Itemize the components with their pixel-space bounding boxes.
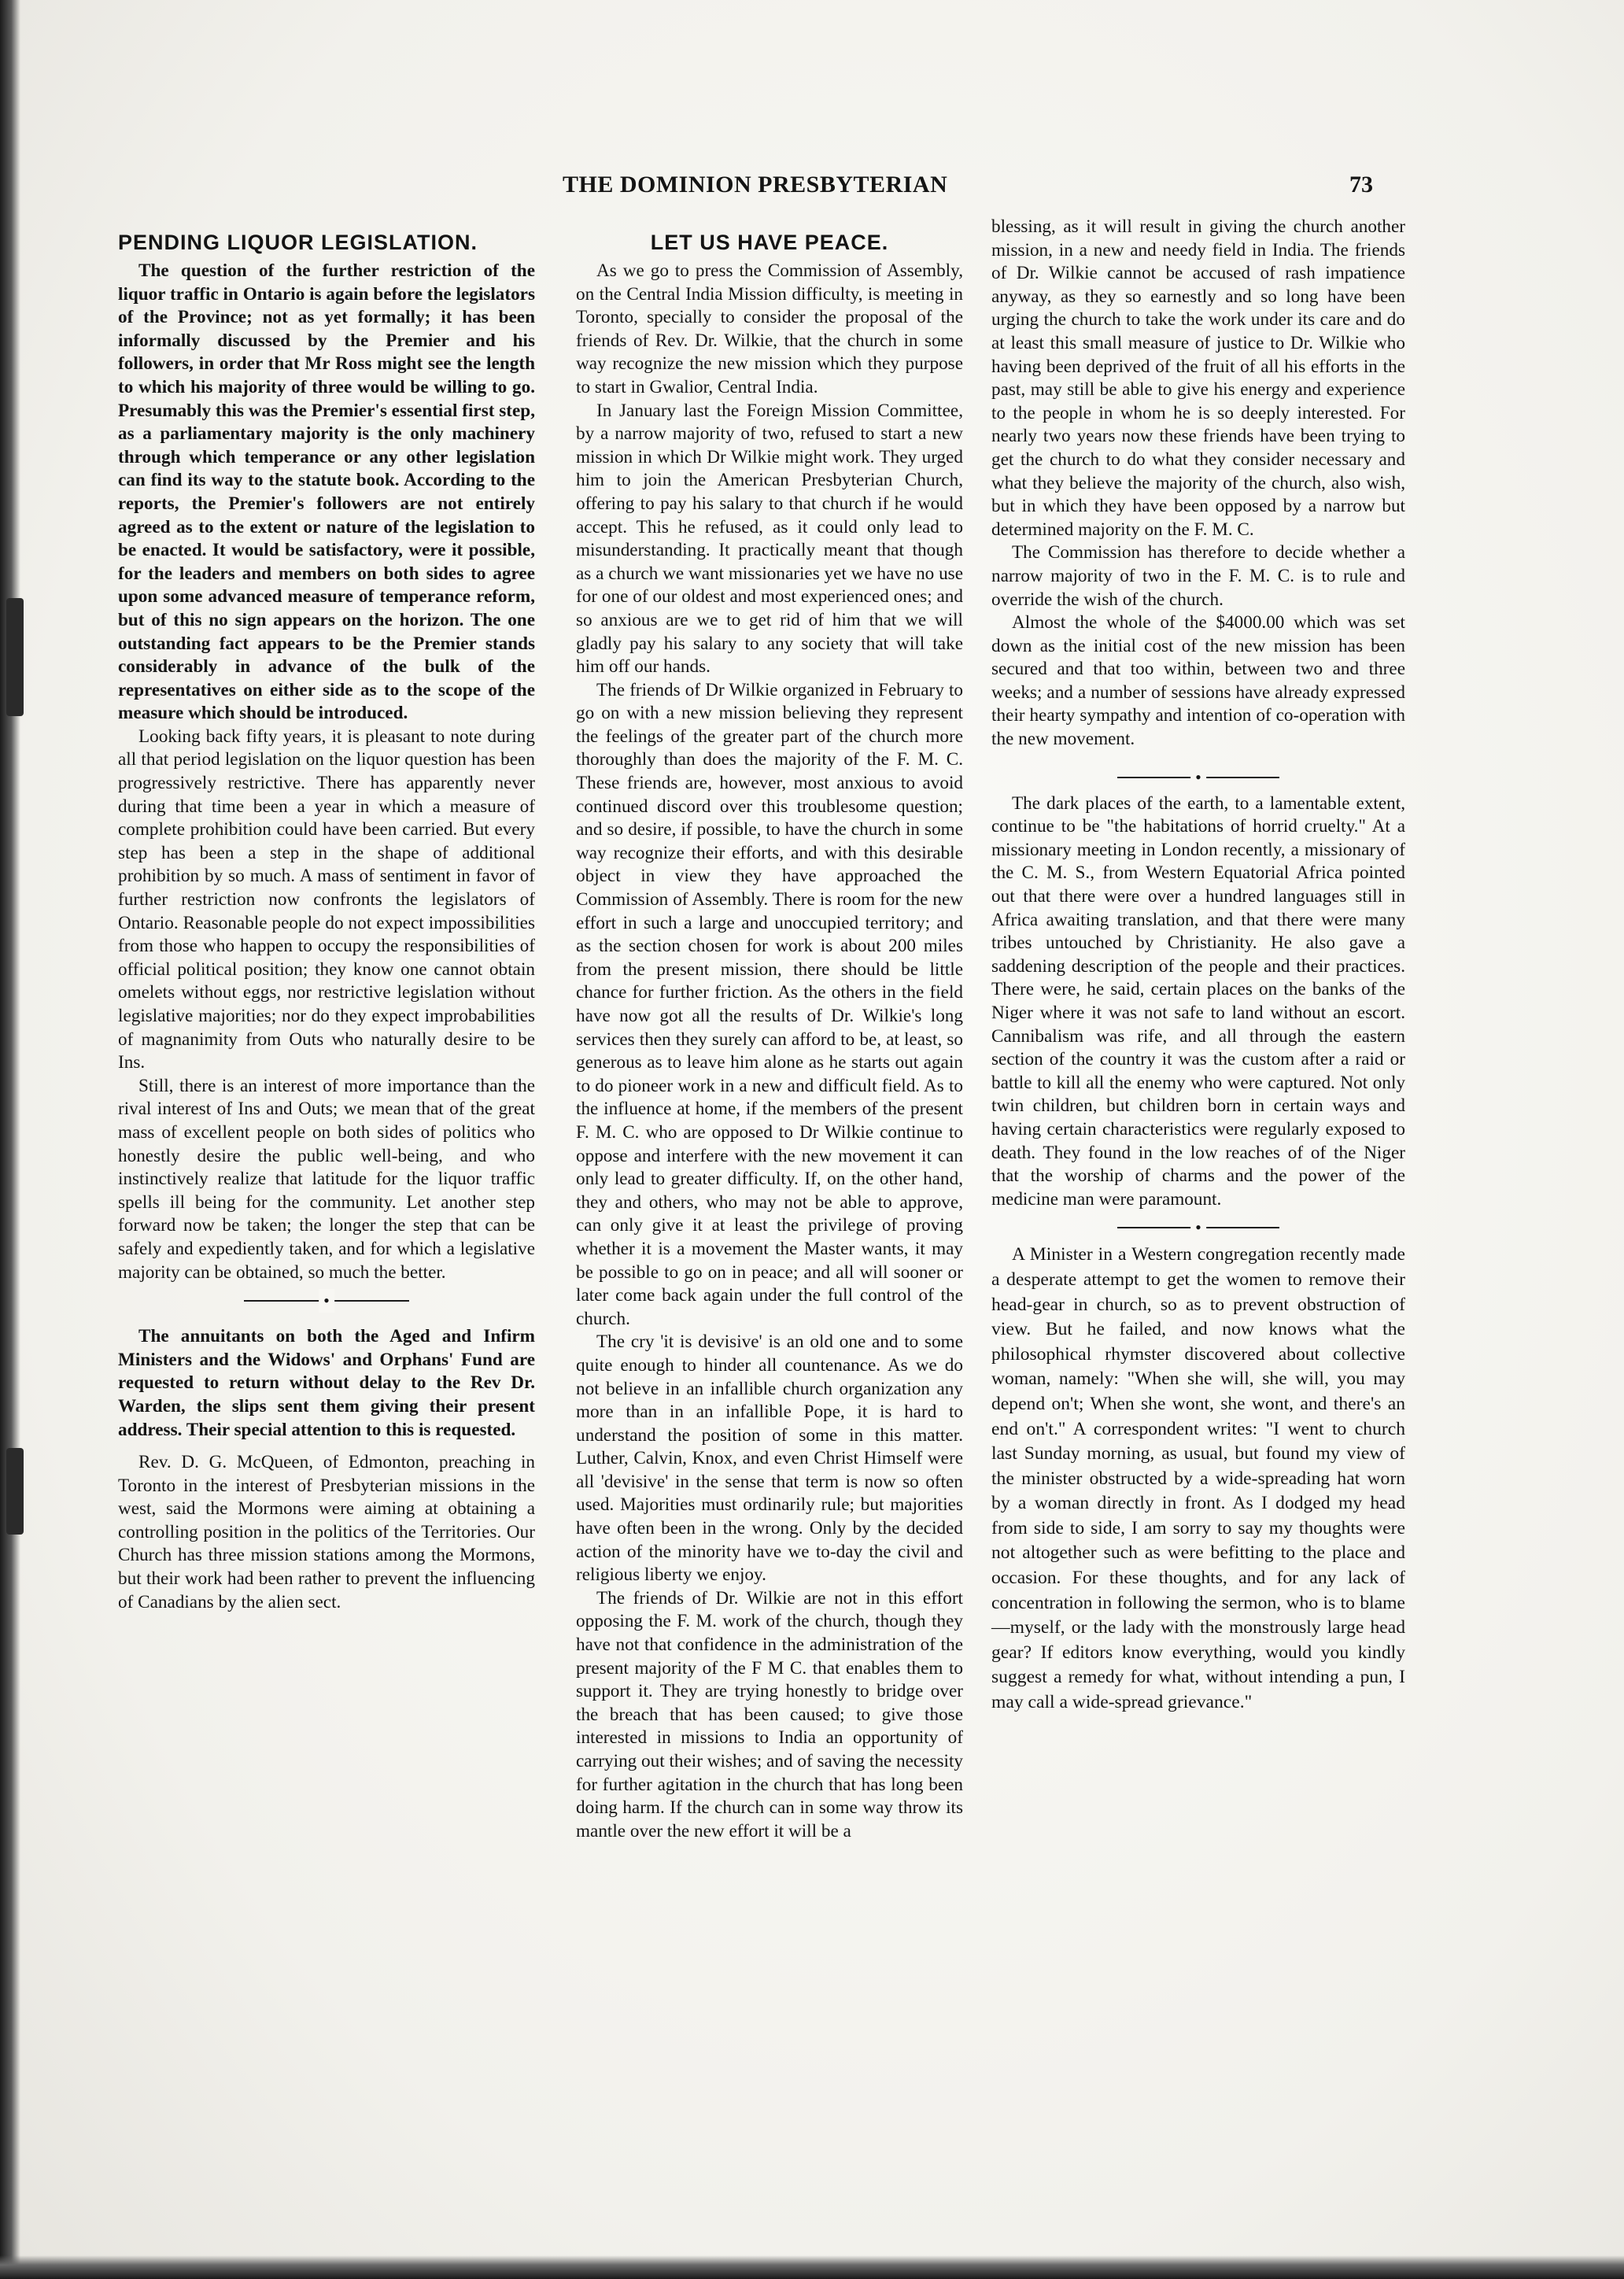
publication-title: THE DOMINION PRESBYTERIAN	[563, 172, 948, 198]
article-paragraph: In January last the Foreign Mission Committee, by a narrow majority of two, refused to start a new mission in which Dr Wilkie might work. They urged him to join the American Presbyterian Church, offering to pay his salary to that church if he would accept. This he refused, as it could only lead to misunderstanding. It practically meant that though as a church we want missionaries yet we have no use for one of our oldest and most experienced ones; and so anxious are we to get rid of him that we will gladly pay his salary to any society that will take him off our hands.	[576, 400, 963, 678]
column-3	[991, 216, 1405, 1716]
article-paragraph: The friends of Dr. Wilkie are not in this effort opposing the F. M. work of the church, though they have not that confidence in the administration of the present majority of the F M C. that enables them to support it. They are trying honestly to bridge over the breach that has been caused; to give those interested in missions to India an opportunity of carrying out their wishes; and of saving the necessity for further agitation in the church that has long been doing harm. If the church can in some way throw its mantle over the new effort it will be a	[576, 1587, 963, 1841]
section-divider	[118, 1284, 535, 1316]
notice-paragraph: The annuitants on both the Aged and Infirm Ministers and the Widows' and Orphans' Fund are requested to return without delay to the Rev Dr. Warden, the slips sent them giving their present address. Their special attention to this is requested.	[118, 1326, 535, 1440]
article-paragraph: The question of the further restriction of the liquor traffic in Ontario is again before the legislators of the Province; not as yet formally; it has been informally discussed by the Premier and his followers, in order that Mr Ross might see the length to which his majority of three would be willing to go. Presumably this was the Premier's essential first step, as a parliamentary majority is the only machinery through which temperance or any other legislation can find its way to the statute book. According to the reports, the Premier's followers are not entirely agreed as to the extent or nature of the legislation to be enacted. It would be satisfactory, were it possible, for the leaders and members on both sides to agree upon some advanced measure of temperance reform, but of this no sign appears on the horizon. The one outstanding fact appears to be the Premier stands considerably in advance of the bulk of the representatives on either side as to the scope of the measure which should be introduced.	[118, 260, 535, 724]
news-paragraph: A Minister in a Western congregation recently made a desperate attempt to get the women to remove their head-gear in church, so as to prevent obstruction of view. But he failed, and now knows what the philosophical rhymster discovered about collective woman, namely: "When she will, she will, you may depend on't; When she wont, she wont, and there's an end on't." A correspondent writes: "I went to church last Sunday morning, as usual, but found my view of the minister obstructed by a wide-spreading hat worn by a woman directly in front. As I dodged my head from side to side, I am sorry to say my thoughts were not altogether such as were befitting to the place and occasion. For these thoughts, and for any lack of concentration in following the sermon, who is to blame—myself, or the lady with the monstrously large head gear? If editors know everything, would you kindly suggest a remedy for what, without intending a pun, I may call a wide-spread grievance."	[991, 1244, 1405, 1713]
column-1	[118, 228, 535, 1614]
article-paragraph: Looking back fifty years, it is pleasant to note during all that period legislation on the liquor question has been progressively restrictive. There has apparently never during that time been a year in which a measure of complete prohibition could have been carried. But every step has been a step in the shape of additional prohibition by so much. A mass of sentiment in favor of further restriction now confronts the legislators of Ontario. Reasonable people do not expect impossibilities from those who happen to occupy the responsibilities of official political position; they know one cannot obtain omelets without eggs, nor restrictive legislation without legislative majorities; nor do they expect improbabilities of magnanimity from Outs who naturally desire to be Ins.	[118, 726, 535, 1073]
article-paragraph: The Commission has therefore to decide whether a narrow majority of two in the F. M. C. is to rule and override the wish of the church.	[991, 542, 1405, 610]
scan-shadow-bottom	[0, 2255, 1624, 2279]
page-header	[551, 172, 1495, 206]
section-divider	[991, 761, 1405, 792]
binding-clip-mark	[6, 1448, 24, 1535]
article-paragraph: As we go to press the Commission of Assembly, on the Central India Mission difficulty, is meeting in Toronto, specially to consider the proposal of the friends of Rev. Dr. Wilkie, that the church in some way recognize the new mission which they purpose to start in Gwalior, Central India.	[576, 260, 963, 397]
news-paragraph: The dark places of the earth, to a lamentable extent, continue to be "the habitations of horrid cruelty." At a missionary meeting in London recently, a missionary of the C. M. S., from Western Equatorial Africa pointed out that there were over a hundred languages still in Africa awaiting translation, and that there were many tribes untouched by Christianity. He also gave a saddening description of the people and their practices. There were, he said, certain places on the banks of the Niger where it was not safe to land without an escort. Cannibalism was rife, and all through the eastern section of the country it was the custom after a raid or battle to kill all the enemy who were captured. Not only twin children, but children born in certain ways and having certain characteristics were regularly exposed to death. They found in the low reaches of of the Niger that the worship of charms and the power of the medicine man were paramount.	[991, 792, 1405, 1210]
section-divider	[991, 1211, 1405, 1243]
article-heading: LET US HAVE PEACE.	[650, 231, 889, 254]
column-2	[576, 228, 963, 1843]
article-paragraph: blessing, as it will result in giving the church another mission, in a new and needy field in India. The friends of Dr. Wilkie cannot be accused of rash impatience anyway, as they so earnestly and so long have been urging the church to take the work under its care and do at least this small measure of justice to Dr. Wilkie who having been deprived of the fruit of all his efforts in the past, may still be able to give his energy and experience to the people in whom he is so deeply interested. For nearly two years now these friends have been trying to get the church to do what they consider necessary and what they believe the majority of the church, also wish, but in which they have been opposed by a narrow but determined majority on the F. M. C.	[991, 216, 1405, 540]
binding-clip-mark	[6, 598, 24, 716]
article-paragraph: Still, there is an interest of more importance than the rival interest of Ins and Outs; we mean that of the great mass of excellent people on both sides of politics who honestly desire the public well-being, and who instinctively realize that latitude for the liquor traffic spells ill being for the community. Let another step forward now be taken; the longer the step that can be safely and expediently taken, and for which a legislative majority can be obtained, so much the better.	[118, 1075, 535, 1283]
page-number: 73	[1349, 172, 1373, 198]
article-paragraph: The cry 'it is devisive' is an old one and to some quite enough to hinder all countenance. As we do not believe in an infallible church organization any more than in an infallible Pope, it is hard to understand the position of some in this matter. Luther, Calvin, Knox, and even Christ Himself were all 'devisive' in the sense that term is now so often used. Majorities must ordinarily rule; but majorities have often been in the wrong. Only by the decided action of the minority have we to-day the civil and religious liberty we enjoy.	[576, 1332, 963, 1586]
scan-shadow-left	[0, 0, 20, 2279]
news-paragraph: Rev. D. G. McQueen, of Edmonton, preaching in Toronto in the interest of Presbyterian missions in the west, said the Mormons were aiming at obtaining a controlling position in the politics of the Territories. Our Church has three mission stations among the Mormons, but their work had been rather to prevent the influencing of Canadians by the alien sect.	[118, 1452, 535, 1612]
article-heading: PENDING LIQUOR LEGISLATION.	[118, 231, 478, 254]
article-paragraph: The friends of Dr Wilkie organized in February to go on with a new mission believing they represent the feelings of the greater part of the church more thoroughly than does the majority of the F. M. C. These friends are, however, most anxious to avoid continued discord over this troublesome question; and so desire, if possible, to have the church in some way recognize their efforts, and with this desirable object in view they have approached the Commission of Assembly. There is room for the new effort in such a large and unoccupied territory; and as the section chosen for work is about 200 miles from the present mission, there should be little chance for further friction. As the others in the field have now got all the results of Dr. Wilkie's long services then they surely can afford to be, at least, so generous as to leave him alone as he starts out again to do pioneer work in a new and difficult field. As to the influence at home, if the members of the present F. M. C. who are opposed to Dr Wilkie continue to oppose and interfere with the new movement it can only lead to greater difficulty. If, on the other hand, they and others, who may not be able to approve, can only give it at least the privilege of proving whether it is a movement the Master wants, it may be possible to go on in peace; and all will sooner or later come back again under the full control of the church.	[576, 679, 963, 1329]
article-paragraph: Almost the whole of the $4000.00 which was set down as the initial cost of the new mission has been secured and that too within, between two and three weeks; and a number of sessions have already expressed their hearty sympathy and intention of co-operation with the new movement.	[991, 612, 1405, 750]
